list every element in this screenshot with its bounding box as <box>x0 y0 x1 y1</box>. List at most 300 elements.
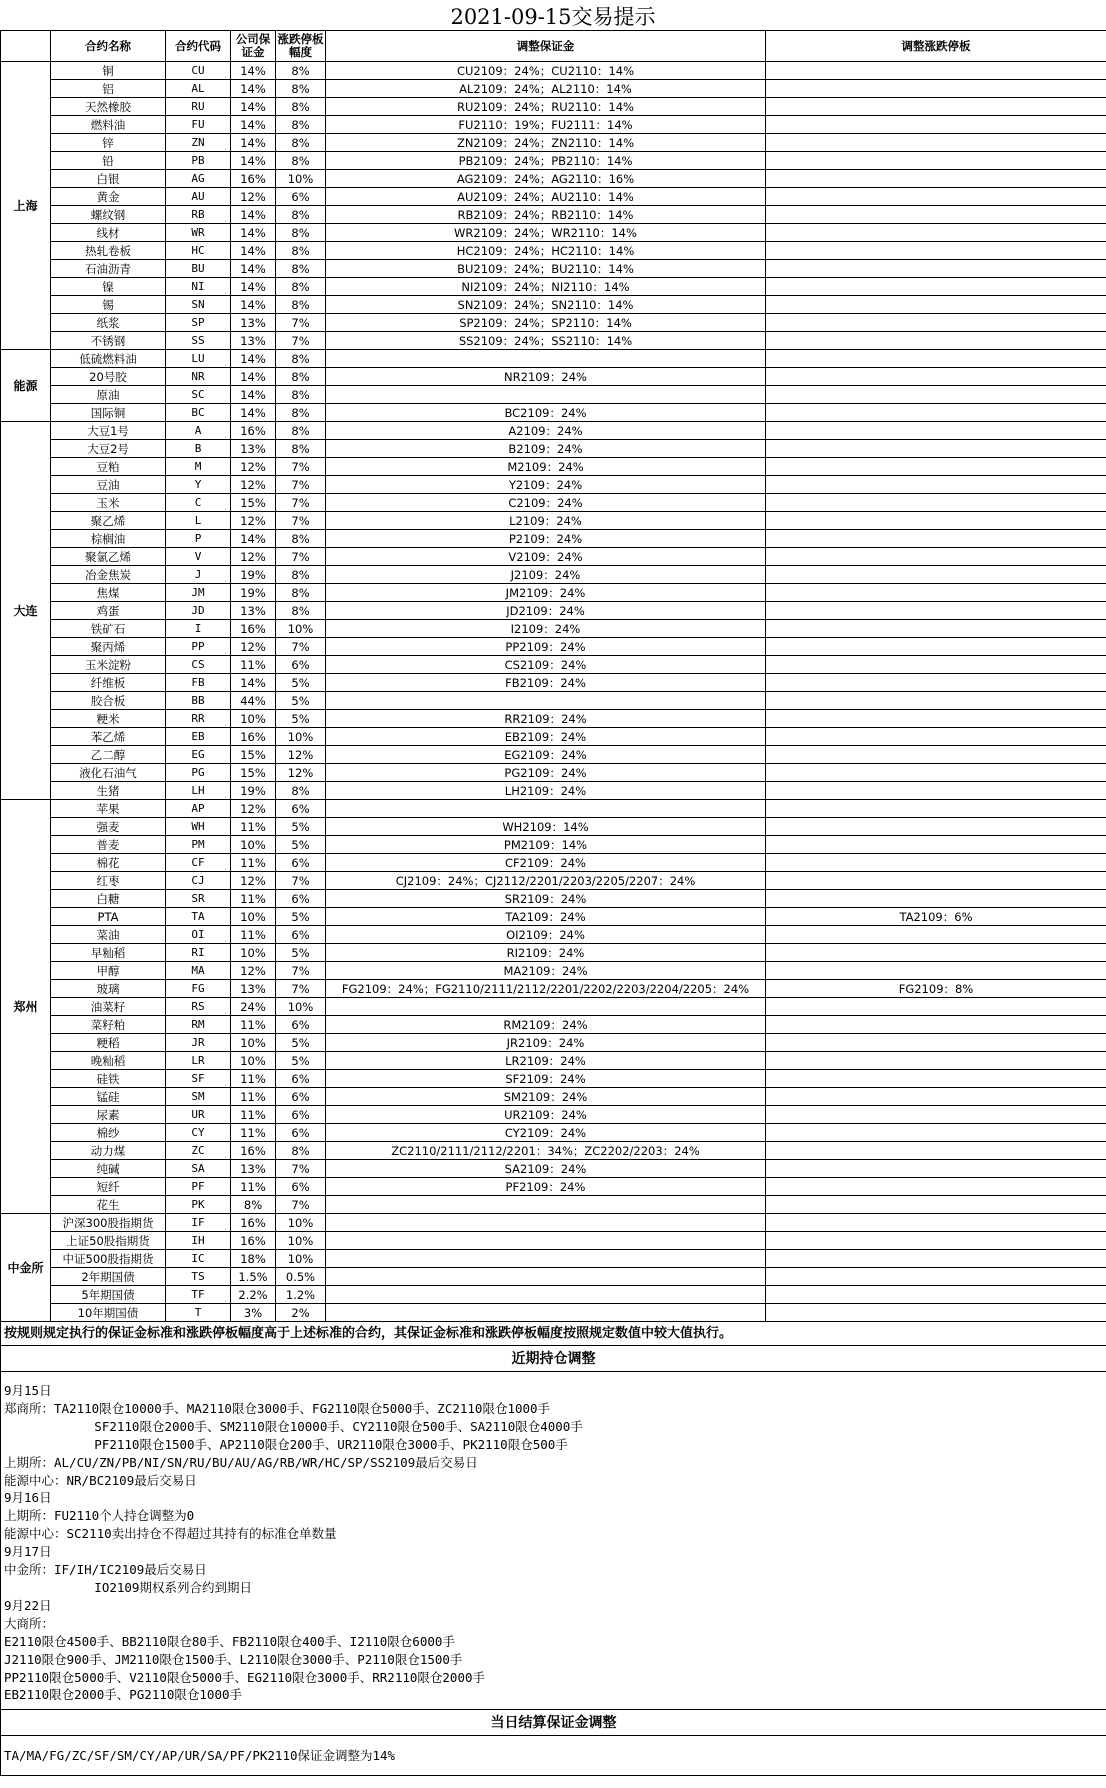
adjusted-limit-cell <box>766 1142 1106 1160</box>
price-limit-cell: 6% <box>276 656 326 674</box>
contract-name-cell: 油菜籽 <box>51 998 166 1016</box>
contract-code-cell: HC <box>166 242 231 260</box>
contract-name-cell: 花生 <box>51 1196 166 1214</box>
company-margin-cell: 10% <box>231 908 276 926</box>
price-limit-cell: 12% <box>276 746 326 764</box>
contract-code-cell: ZC <box>166 1142 231 1160</box>
adjusted-limit-cell <box>766 1268 1106 1286</box>
header-contract-name: 合约名称 <box>51 31 166 62</box>
contract-code-cell: NI <box>166 278 231 296</box>
adjusted-limit-cell <box>766 1052 1106 1070</box>
contract-name-cell: 纸浆 <box>51 314 166 332</box>
contract-code-cell: BB <box>166 692 231 710</box>
price-limit-cell: 10% <box>276 1214 326 1232</box>
price-limit-cell: 6% <box>276 1088 326 1106</box>
adjusted-margin-cell: SM2109：24% <box>326 1088 766 1106</box>
company-margin-cell: 12% <box>231 800 276 818</box>
adjusted-margin-cell <box>326 692 766 710</box>
table-row <box>1 836 1106 854</box>
contract-name-cell: 不锈钢 <box>51 332 166 350</box>
price-limit-cell: 7% <box>276 548 326 566</box>
price-limit-cell: 5% <box>276 710 326 728</box>
adjusted-limit-cell <box>766 98 1106 116</box>
contract-code-cell: V <box>166 548 231 566</box>
contract-code-cell: OI <box>166 926 231 944</box>
company-margin-cell: 12% <box>231 458 276 476</box>
price-limit-cell: 8% <box>276 404 326 422</box>
adjusted-limit-cell <box>766 746 1106 764</box>
contract-code-cell: CJ <box>166 872 231 890</box>
company-margin-cell: 14% <box>231 278 276 296</box>
table-row <box>1 242 1106 260</box>
company-margin-cell: 11% <box>231 890 276 908</box>
adjusted-margin-cell: M2109：24% <box>326 458 766 476</box>
contract-name-cell: 10年期国债 <box>51 1304 166 1322</box>
company-margin-cell: 13% <box>231 440 276 458</box>
adjusted-limit-cell <box>766 278 1106 296</box>
contract-name-cell: 国际铜 <box>51 404 166 422</box>
company-margin-cell: 12% <box>231 548 276 566</box>
table-row <box>1 782 1106 800</box>
company-margin-cell: 16% <box>231 1214 276 1232</box>
contract-code-cell: PP <box>166 638 231 656</box>
settlement-section-body-row <box>1 1736 1106 1776</box>
adjusted-limit-cell: FG2109：8% <box>766 980 1106 998</box>
table-row <box>1 1250 1106 1268</box>
company-margin-cell: 10% <box>231 1034 276 1052</box>
contract-name-cell: 强麦 <box>51 818 166 836</box>
price-limit-cell: 1.2% <box>276 1286 326 1304</box>
contract-code-cell: JD <box>166 602 231 620</box>
table-row <box>1 530 1106 548</box>
company-margin-cell: 19% <box>231 566 276 584</box>
contract-name-cell: 5年期国债 <box>51 1286 166 1304</box>
adjusted-margin-cell: CJ2109：24%；CJ2112/2201/2203/2205/2207：24% <box>326 872 766 890</box>
contract-name-cell: 菜油 <box>51 926 166 944</box>
contract-name-cell: 热轧卷板 <box>51 242 166 260</box>
adjusted-margin-cell: NI2109：24%；NI2110：14% <box>326 278 766 296</box>
adjusted-limit-cell <box>766 1034 1106 1052</box>
settlement-section-header-row <box>1 1710 1106 1736</box>
price-limit-cell: 8% <box>276 260 326 278</box>
adjusted-margin-cell: P2109：24% <box>326 530 766 548</box>
company-margin-cell: 11% <box>231 818 276 836</box>
contract-code-cell: TS <box>166 1268 231 1286</box>
adjusted-margin-cell: L2109：24% <box>326 512 766 530</box>
adjusted-limit-cell <box>766 80 1106 98</box>
adjusted-margin-cell: A2109：24% <box>326 422 766 440</box>
adjusted-limit-cell <box>766 584 1106 602</box>
adjusted-margin-cell: RI2109：24% <box>326 944 766 962</box>
adjusted-margin-cell: Y2109：24% <box>326 476 766 494</box>
adjusted-limit-cell <box>766 728 1106 746</box>
table-row <box>1 224 1106 242</box>
price-limit-cell: 8% <box>276 224 326 242</box>
company-margin-cell: 15% <box>231 746 276 764</box>
adjusted-margin-cell: SF2109：24% <box>326 1070 766 1088</box>
table-row <box>1 1070 1106 1088</box>
price-limit-cell: 8% <box>276 62 326 80</box>
adjusted-margin-cell: CY2109：24% <box>326 1124 766 1142</box>
price-limit-cell: 7% <box>276 980 326 998</box>
table-row <box>1 872 1106 890</box>
adjusted-limit-cell <box>766 926 1106 944</box>
table-row <box>1 1142 1106 1160</box>
table-row <box>1 1034 1106 1052</box>
contract-code-cell: T <box>166 1304 231 1322</box>
adjusted-margin-cell <box>326 1250 766 1268</box>
contract-name-cell: 乙二醇 <box>51 746 166 764</box>
contract-name-cell: 聚乙烯 <box>51 512 166 530</box>
adjusted-margin-cell: AL2109：24%；AL2110：14% <box>326 80 766 98</box>
adjusted-margin-cell: I2109：24% <box>326 620 766 638</box>
contract-code-cell: PB <box>166 152 231 170</box>
price-limit-cell: 8% <box>276 566 326 584</box>
adjusted-margin-cell: SP2109：24%；SP2110：14% <box>326 314 766 332</box>
contract-code-cell: BC <box>166 404 231 422</box>
adjusted-limit-cell <box>766 1250 1106 1268</box>
adjusted-margin-cell: JD2109：24% <box>326 602 766 620</box>
price-limit-cell: 8% <box>276 350 326 368</box>
adjusted-limit-cell <box>766 530 1106 548</box>
contract-name-cell: 纤维板 <box>51 674 166 692</box>
adjusted-limit-cell <box>766 1070 1106 1088</box>
adjusted-limit-cell <box>766 962 1106 980</box>
contract-code-cell: PG <box>166 764 231 782</box>
adjusted-limit-cell <box>766 710 1106 728</box>
contract-name-cell: 短纤 <box>51 1178 166 1196</box>
table-row <box>1 80 1106 98</box>
adjusted-limit-cell <box>766 1016 1106 1034</box>
contract-code-cell: IC <box>166 1250 231 1268</box>
contract-name-cell: PTA <box>51 908 166 926</box>
contract-code-cell: AG <box>166 170 231 188</box>
adjusted-margin-cell: UR2109：24% <box>326 1106 766 1124</box>
header-price-limit: 涨跌停板幅度 <box>276 31 326 62</box>
company-margin-cell: 13% <box>231 332 276 350</box>
contract-name-cell: 中证500股指期货 <box>51 1250 166 1268</box>
adjusted-margin-cell <box>326 998 766 1016</box>
position-line: 上期所：AL/CU/ZN/PB/NI/SN/RU/BU/AU/AG/RB/WR/HC/SP/SS2109最后交易日 <box>4 1454 478 1470</box>
table-row <box>1 854 1106 872</box>
contract-name-cell: 线材 <box>51 224 166 242</box>
company-margin-cell: 14% <box>231 242 276 260</box>
adjusted-margin-cell: EB2109：24% <box>326 728 766 746</box>
company-margin-cell: 16% <box>231 1142 276 1160</box>
price-limit-cell: 10% <box>276 170 326 188</box>
contract-name-cell: 聚丙烯 <box>51 638 166 656</box>
company-margin-cell: 14% <box>231 260 276 278</box>
adjusted-margin-cell: PG2109：24% <box>326 764 766 782</box>
contract-name-cell: 菜籽粕 <box>51 1016 166 1034</box>
position-line: 中金所：IF/IH/IC2109最后交易日 <box>4 1562 207 1578</box>
company-margin-cell: 11% <box>231 1178 276 1196</box>
adjusted-margin-cell: AG2109：24%；AG2110：16% <box>326 170 766 188</box>
table-row <box>1 800 1106 818</box>
position-line: 上期所：FU2110个人持仓调整为0 <box>4 1508 195 1524</box>
adjusted-margin-cell <box>326 386 766 404</box>
table-row <box>1 746 1106 764</box>
contract-code-cell: CS <box>166 656 231 674</box>
contract-table <box>0 30 1106 1776</box>
company-margin-cell: 11% <box>231 1106 276 1124</box>
contract-name-cell: 豆油 <box>51 476 166 494</box>
adjusted-margin-cell: CS2109：24% <box>326 656 766 674</box>
contract-code-cell: C <box>166 494 231 512</box>
table-row <box>1 980 1106 998</box>
contract-code-cell: WR <box>166 224 231 242</box>
exchange-cell: 中金所 <box>1 1214 51 1322</box>
adjusted-limit-cell <box>766 764 1106 782</box>
contract-code-cell: ZN <box>166 134 231 152</box>
adjusted-limit-cell <box>766 1088 1106 1106</box>
adjusted-margin-cell: HC2109：24%；HC2110：14% <box>326 242 766 260</box>
price-limit-cell: 8% <box>276 368 326 386</box>
company-margin-cell: 15% <box>231 494 276 512</box>
contract-code-cell: IF <box>166 1214 231 1232</box>
contract-code-cell: AP <box>166 800 231 818</box>
table-row <box>1 1088 1106 1106</box>
table-row <box>1 962 1106 980</box>
adjusted-limit-cell <box>766 206 1106 224</box>
company-margin-cell: 1.5% <box>231 1268 276 1286</box>
adjusted-margin-cell: RR2109：24% <box>326 710 766 728</box>
adjusted-margin-cell: BC2109：24% <box>326 404 766 422</box>
adjusted-limit-cell <box>766 836 1106 854</box>
exchange-cell: 上海 <box>1 62 51 350</box>
company-margin-cell: 13% <box>231 314 276 332</box>
adjusted-margin-cell: ZC2110/2111/2112/2201：34%；ZC2202/2203：24% <box>326 1142 766 1160</box>
table-row <box>1 1214 1106 1232</box>
table-row <box>1 1232 1106 1250</box>
price-limit-cell: 5% <box>276 836 326 854</box>
contract-code-cell: RR <box>166 710 231 728</box>
price-limit-cell: 8% <box>276 80 326 98</box>
company-margin-cell: 12% <box>231 872 276 890</box>
contract-code-cell: CY <box>166 1124 231 1142</box>
adjusted-margin-cell: C2109：24% <box>326 494 766 512</box>
contract-code-cell: JR <box>166 1034 231 1052</box>
adjusted-limit-cell <box>766 1178 1106 1196</box>
company-margin-cell: 11% <box>231 1124 276 1142</box>
position-line: PF2110限仓1500手、AP2110限仓200手、UR2110限仓3000手、PK2110限仓500手 <box>4 1436 568 1452</box>
adjusted-limit-cell <box>766 224 1106 242</box>
adjusted-margin-cell: LH2109：24% <box>326 782 766 800</box>
contract-code-cell: EB <box>166 728 231 746</box>
position-line: E2110限仓4500手、BB2110限仓80手、FB2110限仓400手、I2110限仓6000手 <box>4 1633 455 1649</box>
price-limit-cell: 8% <box>276 782 326 800</box>
price-limit-cell: 6% <box>276 1016 326 1034</box>
table-row <box>1 656 1106 674</box>
contract-code-cell: I <box>166 620 231 638</box>
table-row <box>1 818 1106 836</box>
adjusted-limit-cell <box>766 134 1106 152</box>
adjusted-limit-cell <box>766 350 1106 368</box>
table-row <box>1 350 1106 368</box>
contract-code-cell: SR <box>166 890 231 908</box>
contract-name-cell: 硅铁 <box>51 1070 166 1088</box>
table-row <box>1 458 1106 476</box>
company-margin-cell: 12% <box>231 512 276 530</box>
contract-name-cell: 红枣 <box>51 872 166 890</box>
table-row <box>1 314 1106 332</box>
adjusted-margin-cell: AU2109：24%；AU2110：14% <box>326 188 766 206</box>
contract-name-cell: 液化石油气 <box>51 764 166 782</box>
adjusted-margin-cell <box>326 800 766 818</box>
adjusted-limit-cell <box>766 656 1106 674</box>
table-row <box>1 1268 1106 1286</box>
adjusted-margin-cell: SN2109：24%；SN2110：14% <box>326 296 766 314</box>
contract-code-cell: CF <box>166 854 231 872</box>
contract-name-cell: 玉米 <box>51 494 166 512</box>
adjusted-limit-cell <box>766 1214 1106 1232</box>
contract-code-cell: RB <box>166 206 231 224</box>
company-margin-cell: 13% <box>231 980 276 998</box>
adjusted-margin-cell: WR2109：24%；WR2110：14% <box>326 224 766 242</box>
header-company-margin: 公司保证金 <box>231 31 276 62</box>
table-row <box>1 188 1106 206</box>
contract-code-cell: SC <box>166 386 231 404</box>
adjusted-margin-cell <box>326 1214 766 1232</box>
contract-code-cell: A <box>166 422 231 440</box>
table-row <box>1 908 1106 926</box>
company-margin-cell: 10% <box>231 1052 276 1070</box>
table-row <box>1 998 1106 1016</box>
price-limit-cell: 8% <box>276 206 326 224</box>
company-margin-cell: 12% <box>231 476 276 494</box>
price-limit-cell: 8% <box>276 278 326 296</box>
adjusted-limit-cell <box>766 386 1106 404</box>
table-row <box>1 260 1106 278</box>
adjusted-margin-cell <box>326 1268 766 1286</box>
adjusted-limit-cell: TA2109：6% <box>766 908 1106 926</box>
adjusted-margin-cell: SA2109：24% <box>326 1160 766 1178</box>
contract-name-cell: 低硫燃料油 <box>51 350 166 368</box>
settlement-margin-text: TA/MA/FG/ZC/SF/SM/CY/AP/UR/SA/PF/PK2110保证金调整为14% <box>1 1736 1106 1776</box>
contract-code-cell: RU <box>166 98 231 116</box>
header-adjusted-margin: 调整保证金 <box>326 31 766 62</box>
company-margin-cell: 2.2% <box>231 1286 276 1304</box>
adjusted-limit-cell <box>766 1106 1106 1124</box>
price-limit-cell: 5% <box>276 818 326 836</box>
contract-code-cell: UR <box>166 1106 231 1124</box>
table-row <box>1 926 1106 944</box>
table-row <box>1 1160 1106 1178</box>
company-margin-cell: 10% <box>231 836 276 854</box>
contract-name-cell: 燃料油 <box>51 116 166 134</box>
price-limit-cell: 6% <box>276 188 326 206</box>
adjusted-margin-cell: PF2109：24% <box>326 1178 766 1196</box>
company-margin-cell: 8% <box>231 1196 276 1214</box>
company-margin-cell: 12% <box>231 638 276 656</box>
contract-code-cell: L <box>166 512 231 530</box>
settlement-margin-title: 当日结算保证金调整 <box>1 1710 1106 1736</box>
adjusted-margin-cell <box>326 1304 766 1322</box>
adjusted-margin-cell: FB2109：24% <box>326 674 766 692</box>
table-row <box>1 512 1106 530</box>
contract-name-cell: 原油 <box>51 386 166 404</box>
contract-code-cell: TF <box>166 1286 231 1304</box>
contract-name-cell: 铁矿石 <box>51 620 166 638</box>
header-exchange <box>1 31 51 62</box>
contract-code-cell: AL <box>166 80 231 98</box>
price-limit-cell: 7% <box>276 314 326 332</box>
position-line: IO2109期权系列合约到期日 <box>4 1579 252 1595</box>
adjusted-limit-cell <box>766 1124 1106 1142</box>
table-row <box>1 134 1106 152</box>
company-margin-cell: 11% <box>231 854 276 872</box>
price-limit-cell: 10% <box>276 728 326 746</box>
table-row <box>1 584 1106 602</box>
contract-code-cell: PF <box>166 1178 231 1196</box>
position-section-body-row <box>1 1372 1106 1710</box>
company-margin-cell: 14% <box>231 206 276 224</box>
contract-name-cell: 粳米 <box>51 710 166 728</box>
price-limit-cell: 8% <box>276 422 326 440</box>
contract-code-cell: MA <box>166 962 231 980</box>
adjusted-margin-cell: SR2109：24% <box>326 890 766 908</box>
price-limit-cell: 7% <box>276 494 326 512</box>
adjusted-margin-cell: RM2109：24% <box>326 1016 766 1034</box>
company-margin-cell: 14% <box>231 224 276 242</box>
contract-code-cell: M <box>166 458 231 476</box>
price-limit-cell: 10% <box>276 998 326 1016</box>
table-row <box>1 710 1106 728</box>
header-adjusted-limit: 调整涨跌停板 <box>766 31 1106 62</box>
table-row <box>1 1286 1106 1304</box>
price-limit-cell: 8% <box>276 296 326 314</box>
price-limit-cell: 6% <box>276 854 326 872</box>
rule-note: 按规则规定执行的保证金标准和涨跌停板幅度高于上述标准的合约，其保证金标准和涨跌停板幅度按照规定数值中较大值执行。 <box>1 1322 1106 1346</box>
table-row <box>1 422 1106 440</box>
adjusted-limit-cell <box>766 566 1106 584</box>
contract-code-cell: RI <box>166 944 231 962</box>
contract-code-cell: NR <box>166 368 231 386</box>
company-margin-cell: 13% <box>231 602 276 620</box>
price-limit-cell: 6% <box>276 926 326 944</box>
price-limit-cell: 5% <box>276 908 326 926</box>
adjusted-limit-cell <box>766 1286 1106 1304</box>
contract-code-cell: WH <box>166 818 231 836</box>
contract-name-cell: 胶合板 <box>51 692 166 710</box>
price-limit-cell: 5% <box>276 674 326 692</box>
price-limit-cell: 8% <box>276 602 326 620</box>
company-margin-cell: 14% <box>231 674 276 692</box>
table-row <box>1 296 1106 314</box>
adjusted-limit-cell <box>766 170 1106 188</box>
price-limit-cell: 6% <box>276 1178 326 1196</box>
price-limit-cell: 5% <box>276 692 326 710</box>
contract-name-cell: 锰硅 <box>51 1088 166 1106</box>
contract-name-cell: 铝 <box>51 80 166 98</box>
table-row <box>1 278 1106 296</box>
price-limit-cell: 6% <box>276 800 326 818</box>
position-line: 郑商所：TA2110限仓10000手、MA2110限仓3000手、FG2110限仓5000手、ZC2110限仓1000手 <box>4 1400 551 1416</box>
adjusted-limit-cell <box>766 890 1106 908</box>
contract-code-cell: J <box>166 566 231 584</box>
contract-name-cell: 锡 <box>51 296 166 314</box>
position-adjustment-text <box>1 1372 1106 1710</box>
adjusted-limit-cell <box>766 152 1106 170</box>
adjusted-limit-cell <box>766 512 1106 530</box>
table-row <box>1 728 1106 746</box>
adjusted-margin-cell: JM2109：24% <box>326 584 766 602</box>
price-limit-cell: 8% <box>276 98 326 116</box>
page-title: 2021-09-15交易提示 <box>450 5 656 29</box>
contract-code-cell: JM <box>166 584 231 602</box>
adjusted-limit-cell <box>766 476 1106 494</box>
company-margin-cell: 14% <box>231 404 276 422</box>
